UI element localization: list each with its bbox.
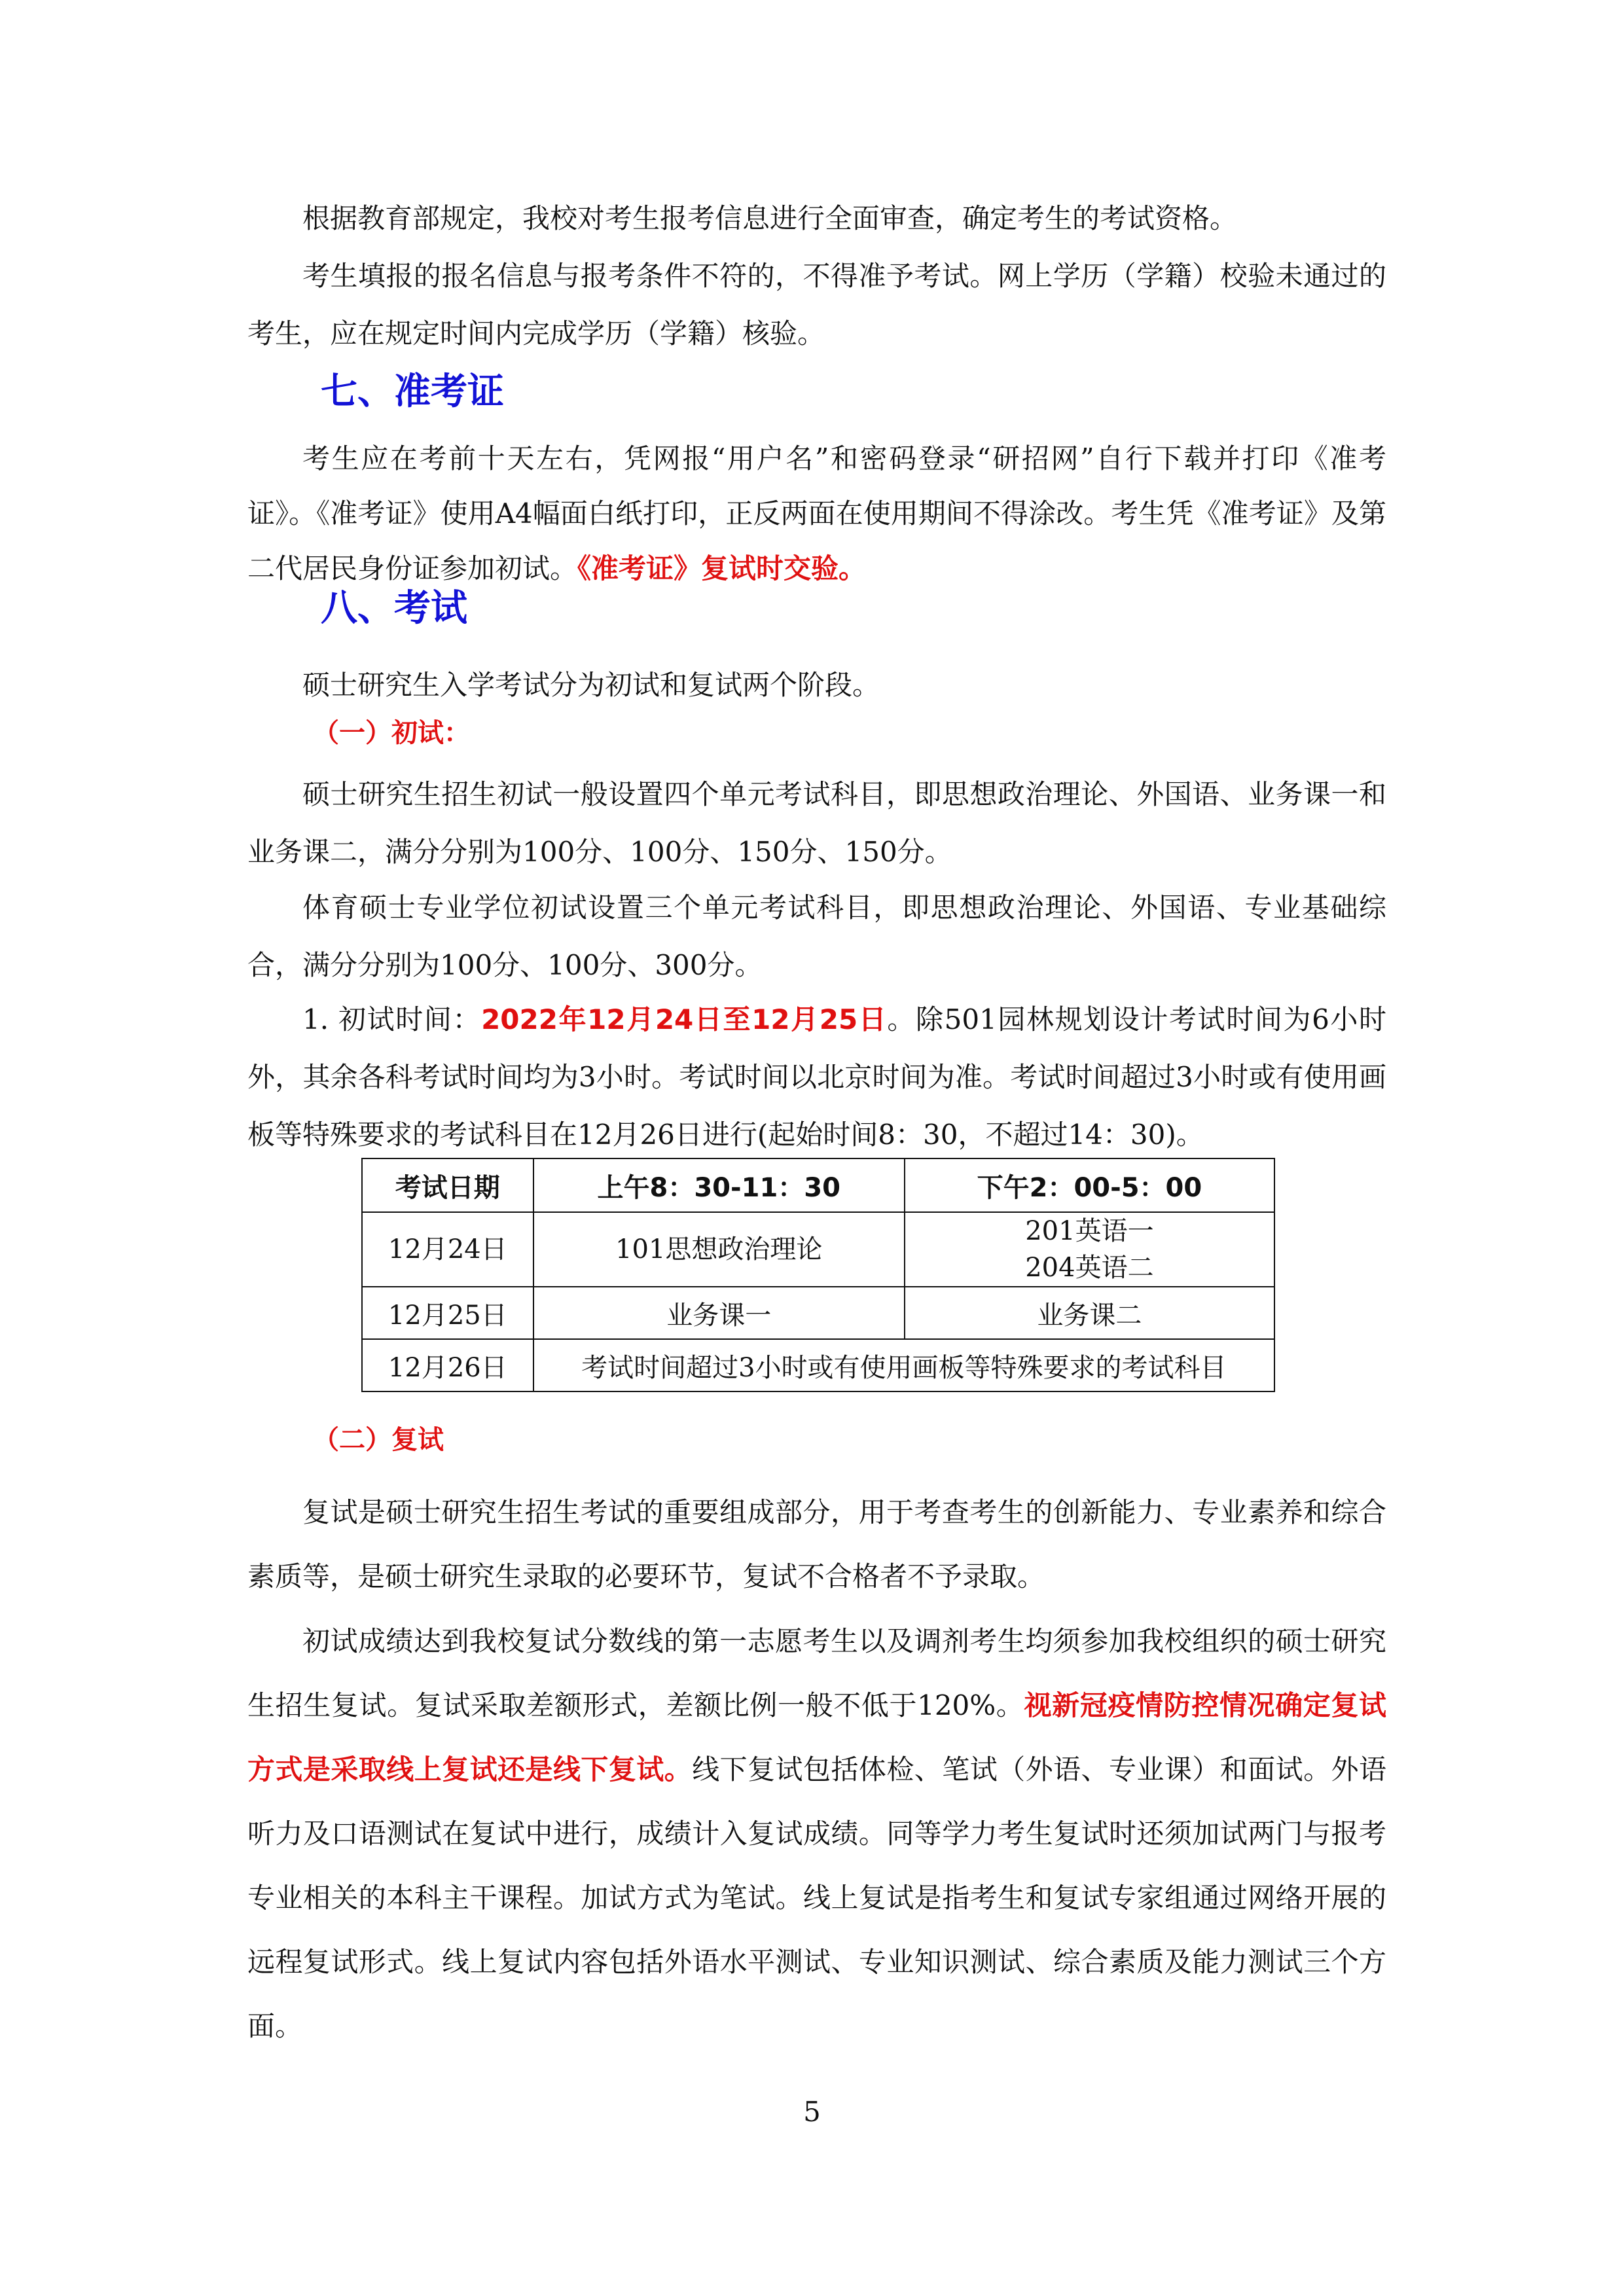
table-cell-morning: 业务课一 xyxy=(533,1287,905,1339)
retest-details-prefix: 初试成绩达到我校复试分数线的第一志愿考生以及调剂考生均须参加我校组织的硕士研究生招生复试。复试采取差额形式，差额比例一般不低于120%。 xyxy=(247,1625,1386,1721)
heading-admission-ticket: 七、准考证 xyxy=(321,370,504,413)
page-number: 5 xyxy=(803,2096,821,2128)
heading-exam: 八、考试 xyxy=(321,587,467,630)
paragraph-admission-ticket xyxy=(247,431,1386,596)
table-cell-morning: 101思想政治理论 xyxy=(533,1212,905,1287)
admission-ticket-emphasis: 《准考证》复试时交验。 xyxy=(577,552,867,584)
table-header-morning: 上午8：30-11：30 xyxy=(533,1158,905,1212)
preliminary-time-details: 。除501园林规划设计考试时间为6小时外，其余各科考试时间均为3小时。考试时间以北京时间为准。考试时间超过3小时或有使用画板等特殊要求的考试科目在12月26日进行(起始时间8：30，不超过14：30)。 xyxy=(247,1003,1386,1151)
table-header-row xyxy=(362,1158,1274,1212)
preliminary-time-dates: 2022年12月24日至12月25日 xyxy=(481,1003,888,1035)
paragraph-registration-mismatch: 考生填报的报名信息与报考条件不符的，不得准予考试。网上学历（学籍）校验未通过的考生，应在规定时间内完成学历（学籍）核验。 xyxy=(247,260,1386,350)
exam-schedule-table xyxy=(361,1158,1275,1392)
table-header-afternoon: 下午2：00-5：00 xyxy=(905,1158,1274,1212)
table-header-date: 考试日期 xyxy=(362,1158,533,1212)
table-row xyxy=(362,1339,1274,1391)
paragraph-preliminary-subjects: 硕士研究生招生初试一般设置四个单元考试科目，即思想政治理论、外国语、业务课一和业务课二，满分分别为100分、100分、150分、150分。 xyxy=(247,778,1386,868)
table-cell-afternoon-line-1: 201英语一 xyxy=(1025,1216,1154,1246)
table-row xyxy=(362,1287,1274,1339)
paragraph-sports-master: 体育硕士专业学位初试设置三个单元考试科目，即思想政治理论、外国语、专业基础综合，满分分别为100分、100分、300分。 xyxy=(247,891,1386,981)
subheading-preliminary: （一）初试： xyxy=(313,718,470,748)
table-cell-date: 12月25日 xyxy=(362,1287,533,1339)
paragraph-preliminary-time xyxy=(247,991,1386,1164)
subheading-retest: （二）复试 xyxy=(313,1425,444,1455)
table-cell-afternoon xyxy=(905,1212,1274,1287)
paragraph-exam-stages: 硕士研究生入学考试分为初试和复试两个阶段。 xyxy=(302,669,880,701)
table-cell-merged: 考试时间超过3小时或有使用画板等特殊要求的考试科目 xyxy=(533,1339,1274,1391)
table-row xyxy=(362,1212,1274,1287)
table-cell-date: 12月26日 xyxy=(362,1339,533,1391)
table-cell-afternoon: 业务课二 xyxy=(905,1287,1274,1339)
paragraph-retest-details xyxy=(247,1609,1386,2058)
preliminary-time-prefix: 1. 初试时间： xyxy=(302,1003,482,1035)
paragraph-retest-overview: 复试是硕士研究生招生考试的重要组成部分，用于考查考生的创新能力、专业素养和综合素质等，是硕士研究生录取的必要环节，复试不合格者不予录取。 xyxy=(247,1496,1386,1592)
retest-details-emphasis: 视新冠疫情防控情况确定复试方式是采取线上复试还是线下复试。 xyxy=(247,1689,1386,1785)
admission-ticket-text: 考生应在考前十天左右，凭网报“用户名”和密码登录“研招网”自行下载并打印《准考证》。《准考证》使用A4幅面白纸打印，正反两面在使用期间不得涂改。考生凭《准考证》及第二代居民身份证参加初试。 xyxy=(247,442,1386,584)
retest-details-suffix: 线下复试包括体检、笔试（外语、专业课）和面试。外语听力及口语测试在复试中进行，成绩计入复试成绩。同等学力考生复试时还须加试两门与报考专业相关的本科主干课程。加试方式为笔试。线上复试是指考生和复试专家组通过网络开展的远程复试形式。线上复试内容包括外语水平测试、专业知识测试、综合素质及能力测试三个方面。 xyxy=(247,1753,1386,2042)
table-cell-afternoon-line-2: 204英语二 xyxy=(1025,1253,1154,1283)
paragraph-qualification-review: 根据教育部规定，我校对考生报考信息进行全面审查，确定考生的考试资格。 xyxy=(302,202,1238,234)
table-cell-date: 12月24日 xyxy=(362,1212,533,1287)
